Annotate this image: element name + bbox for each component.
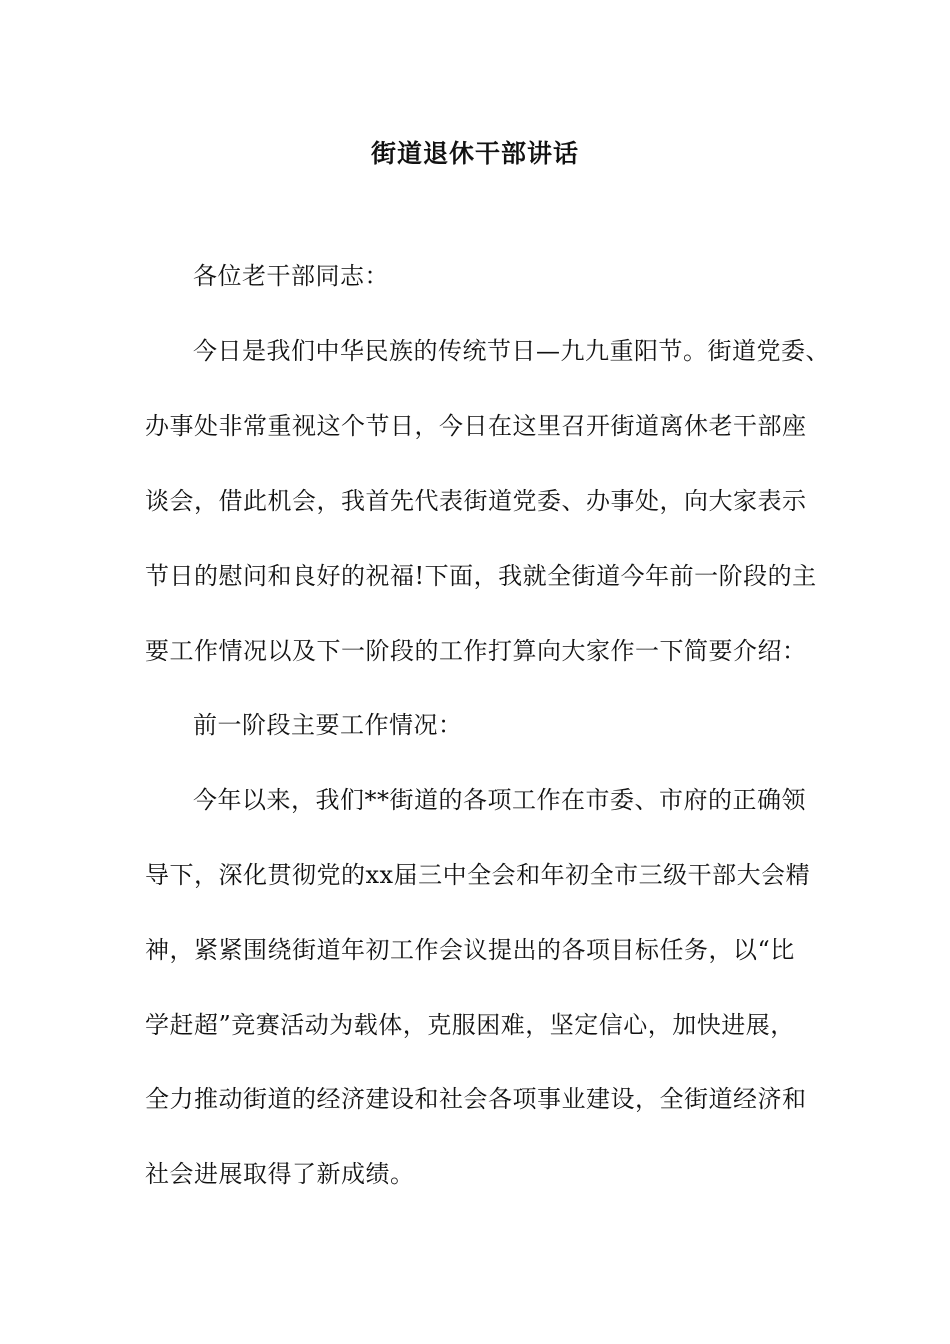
paragraph-line: 办事处非常重视这个节日，今日在这里召开街道离休老干部座 (145, 412, 807, 440)
paragraph-line: 神，紧紧围绕街道年初工作会议提出的各项目标任务，以“比 (145, 936, 795, 964)
paragraph-line: 要工作情况以及下一阶段的工作打算向大家作一下简要介绍： (145, 637, 807, 665)
paragraph-line: 节日的慰问和良好的祝福!下面，我就全街道今年前一阶段的主 (145, 562, 817, 590)
paragraph-line: 学赶超”竞赛活动为载体，克服困难，坚定信心，加快进展， (145, 1011, 795, 1039)
salutation-line: 各位老干部同志： (193, 262, 389, 290)
document-title: 街道退休干部讲话 (370, 139, 579, 168)
paragraph-line: 今年以来，我们**街道的各项工作在市委、市府的正确领 (193, 786, 806, 814)
paragraph-line: 导下，深化贯彻党的xx届三中全会和年初全市三级干部大会精 (145, 861, 811, 889)
paragraph-line: 今日是我们中华民族的传统节日—九九重阳节。街道党委、 (193, 337, 830, 365)
section-heading-line: 前一阶段主要工作情况： (193, 711, 463, 739)
paragraph-line: 谈会，借此机会，我首先代表街道党委、办事处，向大家表示 (145, 487, 807, 515)
paragraph-line: 社会进展取得了新成绩。 (145, 1160, 415, 1188)
paragraph-line: 全力推动街道的经济建设和社会各项事业建设，全街道经济和 (145, 1085, 807, 1113)
